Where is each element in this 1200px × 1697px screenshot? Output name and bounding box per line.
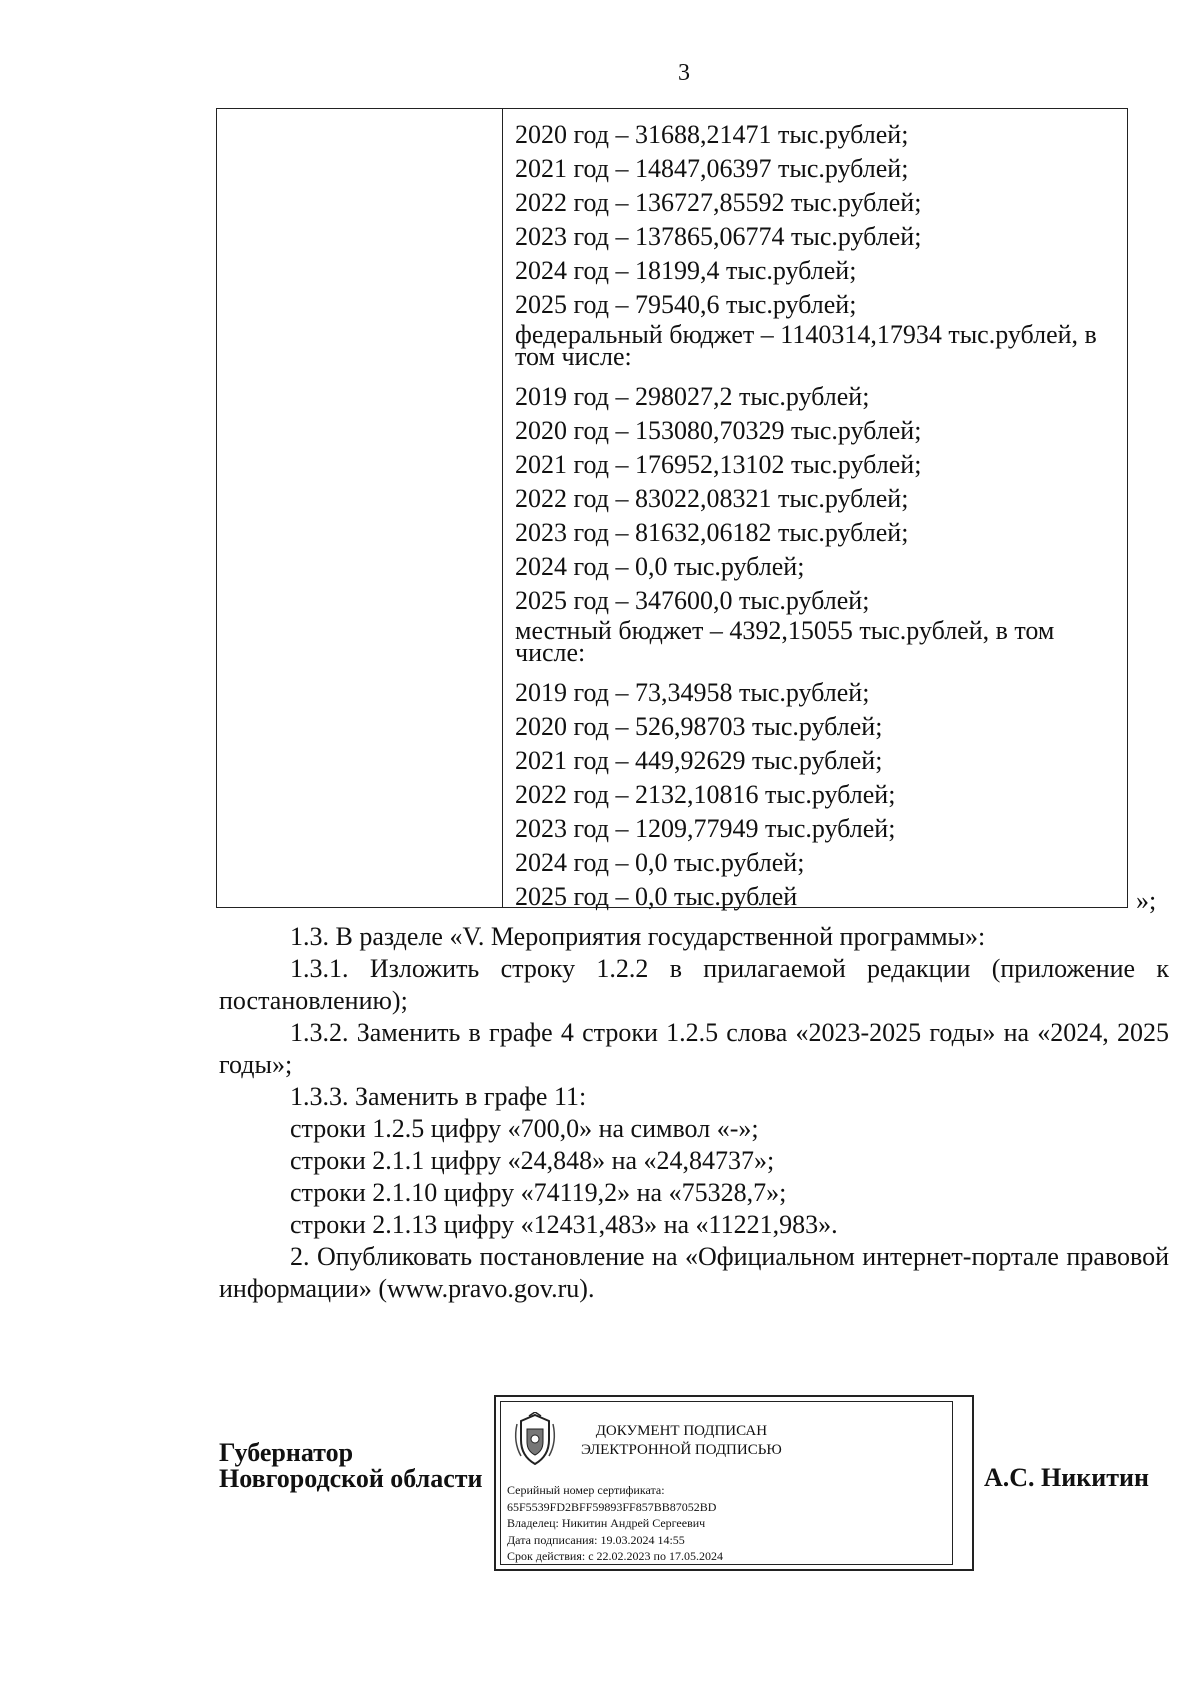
- stamp-inner-frame: [500, 1401, 953, 1565]
- body-text: [219, 921, 1169, 1305]
- paragraph: строки 1.2.5 цифру «700,0» на символ «-»;: [290, 1114, 759, 1143]
- paragraph: 1.3.3. Заменить в графе 11:: [290, 1082, 587, 1111]
- stamp-heading-line: ДОКУМЕНТ ПОДПИСАН: [595, 1423, 768, 1439]
- stamp-details: [507, 1482, 723, 1565]
- federal-budget-heading: федеральный бюджет – 1140314,17934 тыс.рублей, в том числе:: [515, 320, 1097, 371]
- funding-line: 2022 год – 136727,85592 тыс.рублей;: [515, 188, 922, 217]
- federal-line: 2019 год – 298027,2 тыс.рублей;: [515, 382, 870, 411]
- federal-line: 2021 год – 176952,13102 тыс.рублей;: [515, 450, 922, 479]
- paragraph: 1.3.2. Заменить в графе 4 строки 1.2.5 слова «2023-2025 годы» на «2024, 2025 годы»;: [219, 1018, 1169, 1079]
- funding-line: 2020 год – 31688,21471 тыс.рублей;: [515, 120, 909, 149]
- paragraph: 1.3. В разделе «V. Мероприятия государственной программы»:: [290, 922, 986, 951]
- certificate-serial: 65F5539FD2BFF59893FF857BB87052BD: [507, 1499, 717, 1514]
- certificate-serial-label: Серийный номер сертификата:: [507, 1483, 665, 1497]
- funding-line: 2025 год – 79540,6 тыс.рублей;: [515, 290, 857, 319]
- paragraph: 2. Опубликовать постановление на «Официальном интернет-портале правовой информации» (www.pravo.gov.ru).: [219, 1242, 1169, 1303]
- paragraph: строки 2.1.13 цифру «12431,483» на «11221,983».: [290, 1210, 838, 1239]
- federal-line: 2022 год – 83022,08321 тыс.рублей;: [515, 484, 909, 513]
- federal-line: 2020 год – 153080,70329 тыс.рублей;: [515, 416, 922, 445]
- stamp-heading-line: ЭЛЕКТРОННОЙ ПОДПИСЬЮ: [581, 1442, 782, 1458]
- local-line: 2019 год – 73,34958 тыс.рублей;: [515, 678, 870, 707]
- federal-line: 2024 год – 0,0 тыс.рублей;: [515, 552, 805, 581]
- closing-quote: »;: [1136, 886, 1157, 915]
- local-line: 2025 год – 0,0 тыс.рублей: [515, 882, 798, 911]
- paragraph: 1.3.1. Изложить строку 1.2.2 в прилагаемой редакции (приложение к постановлению);: [219, 954, 1169, 1015]
- page-number: 3: [678, 60, 690, 86]
- electronic-signature-stamp: [494, 1395, 974, 1571]
- paragraph: строки 2.1.10 цифру «74119,2» на «75328,7»;: [290, 1178, 787, 1207]
- funding-cell: [515, 118, 1119, 914]
- funding-line: 2023 год – 137865,06774 тыс.рублей;: [515, 222, 922, 251]
- local-line: 2020 год – 526,98703 тыс.рублей;: [515, 712, 883, 741]
- certificate-owner: Владелец: Никитин Андрей Сергеевич: [507, 1516, 706, 1530]
- certificate-validity: Срок действия: с 22.02.2023 по 17.05.2024: [507, 1549, 723, 1563]
- local-line: 2023 год – 1209,77949 тыс.рублей;: [515, 814, 896, 843]
- funding-line: 2021 год – 14847,06397 тыс.рублей;: [515, 154, 909, 183]
- signer-title: [219, 1440, 483, 1492]
- federal-line: 2025 год – 347600,0 тыс.рублей;: [515, 586, 870, 615]
- signer-title-line: Новгородской области: [219, 1464, 483, 1493]
- local-line: 2021 год – 449,92629 тыс.рублей;: [515, 746, 883, 775]
- funding-line: 2024 год – 18199,4 тыс.рублей;: [515, 256, 857, 285]
- stamp-heading: [581, 1422, 782, 1460]
- funding-table: [216, 108, 1128, 911]
- signer-title-line: Губернатор: [219, 1438, 354, 1467]
- signer-name: А.С. Никитин: [984, 1463, 1149, 1492]
- table-column-divider: [502, 109, 503, 907]
- local-line: 2022 год – 2132,10816 тыс.рублей;: [515, 780, 896, 809]
- paragraph: строки 2.1.1 цифру «24,848» на «24,84737»;: [290, 1146, 775, 1175]
- local-line: 2024 год – 0,0 тыс.рублей;: [515, 848, 805, 877]
- coat-of-arms-icon: [511, 1412, 559, 1468]
- local-budget-heading: местный бюджет – 4392,15055 тыс.рублей, в том числе:: [515, 616, 1055, 667]
- federal-line: 2023 год – 81632,06182 тыс.рублей;: [515, 518, 909, 547]
- signing-date: Дата подписания: 19.03.2024 14:55: [507, 1532, 685, 1547]
